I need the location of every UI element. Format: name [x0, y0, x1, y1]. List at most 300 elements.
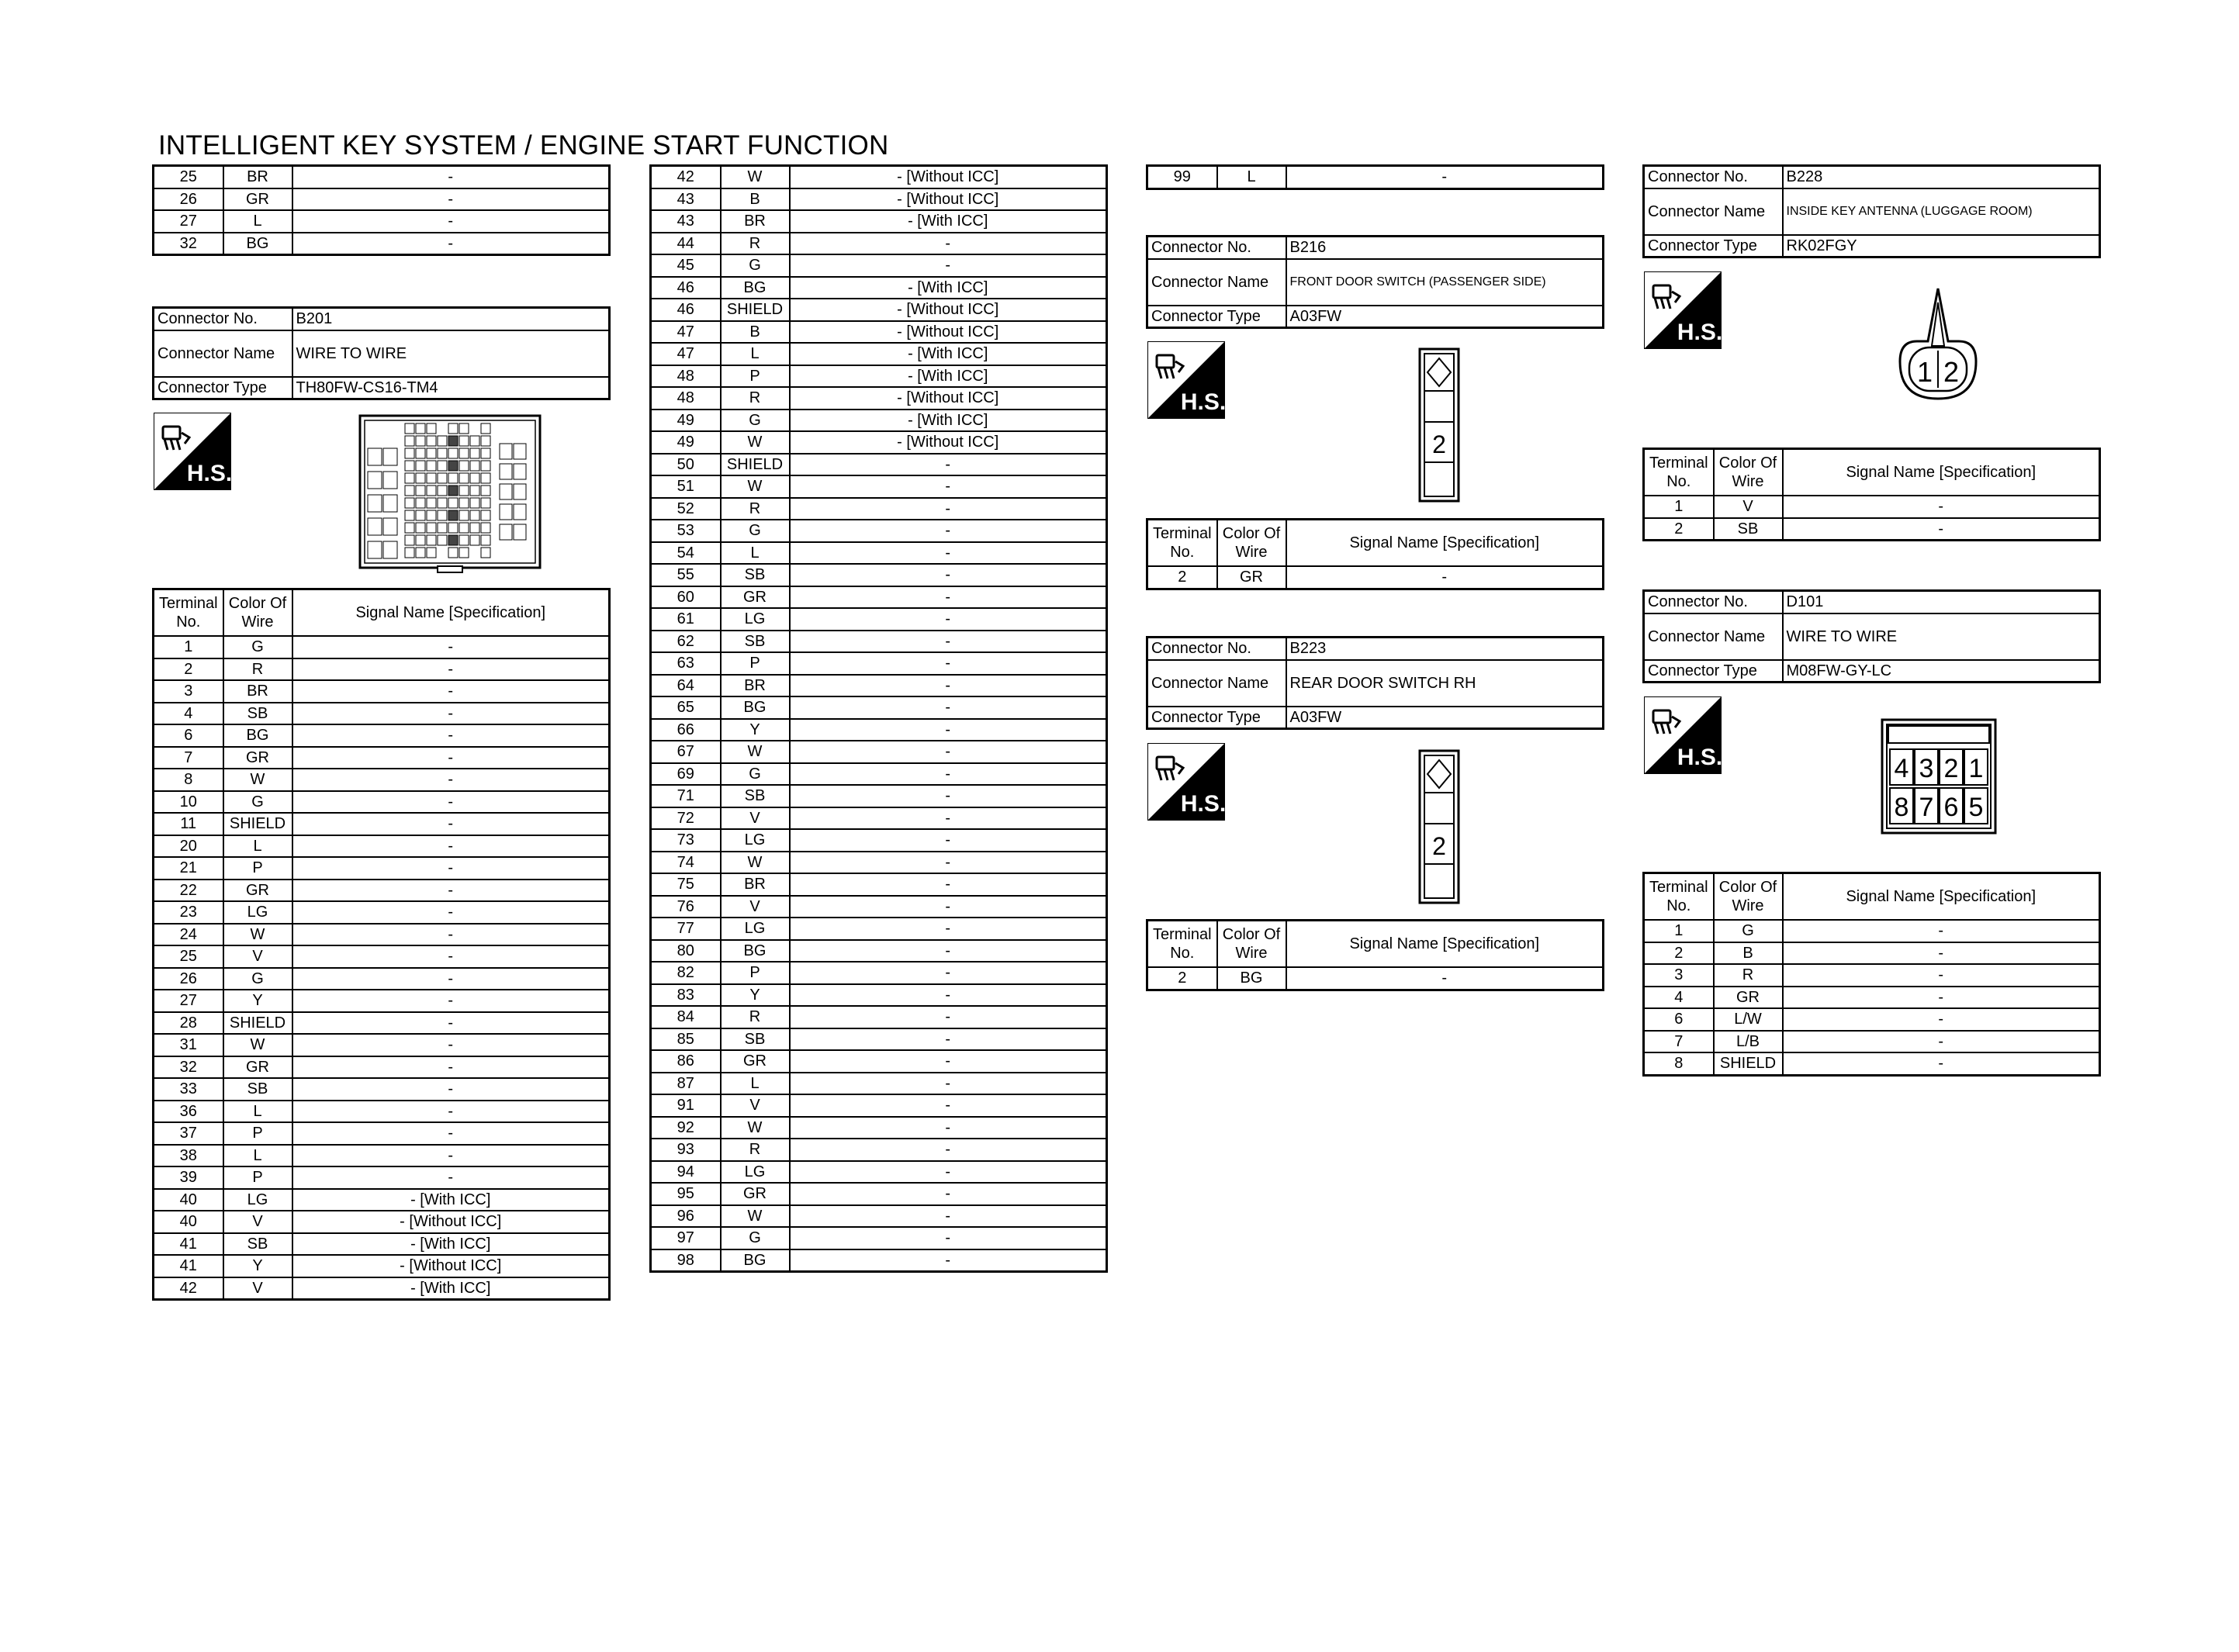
table-row — [1147, 166, 1604, 189]
wire-color: W — [223, 769, 292, 791]
signal-name: - — [292, 166, 610, 188]
signal-name: - — [292, 968, 610, 990]
terminal-no: 82 — [651, 962, 721, 984]
wire-color: BG — [1217, 967, 1286, 990]
harness-side-icon — [1644, 271, 1722, 349]
table-row — [651, 210, 1107, 233]
wire-color: SB — [721, 785, 790, 807]
signal-name: - — [790, 1139, 1107, 1161]
signal-name: - — [292, 835, 610, 858]
wire-color: LG — [721, 918, 790, 940]
table-row — [651, 763, 1107, 786]
hs-label: H.S. — [186, 461, 231, 486]
b201-info — [152, 306, 611, 400]
signal-name: - [Without ICC] — [292, 1211, 610, 1233]
signal-name: - — [790, 719, 1107, 741]
wire-color: L — [1217, 166, 1286, 189]
signal-name: - — [1286, 967, 1604, 990]
b223-terminal-table — [1146, 919, 1604, 991]
b201-cavity — [459, 436, 469, 446]
wire-color: LG — [721, 829, 790, 852]
table-row — [651, 321, 1107, 344]
signal-name: - [Without ICC] — [790, 299, 1107, 321]
signal-name: - — [292, 747, 610, 769]
signal-header: Signal Name [Specification] — [292, 589, 610, 637]
signal-name: - — [292, 1101, 610, 1123]
wire-color: P — [223, 857, 292, 880]
b201-connector-face — [357, 413, 543, 579]
d101-info — [1642, 589, 2101, 683]
terminal-no: 41 — [154, 1233, 223, 1256]
b201-cavity — [368, 448, 382, 465]
wire-color: LG — [223, 901, 292, 924]
b216-terminal-table-block — [1146, 518, 1604, 590]
wire-color: R — [721, 387, 790, 410]
table-row — [651, 1205, 1107, 1228]
b228-info — [1642, 164, 2101, 258]
connector-type-label: Connector Type — [1147, 707, 1286, 729]
wire-color: Y — [223, 990, 292, 1012]
signal-name: - — [790, 918, 1107, 940]
b228-connector-type: RK02FGY — [1783, 235, 2100, 257]
wire-color: BR — [721, 873, 790, 896]
harness-side-icon — [1147, 341, 1225, 419]
table-row — [1644, 987, 2100, 1009]
table-row — [651, 431, 1107, 454]
wire-color: B — [1714, 942, 1783, 965]
table-row — [651, 696, 1107, 719]
terminal-header: Terminal No. — [1644, 449, 1714, 496]
col1-top-table-block — [152, 164, 611, 256]
signal-name: - [With ICC] — [292, 1277, 610, 1300]
table-row — [651, 1094, 1107, 1117]
wire-color: GR — [721, 586, 790, 609]
b201-cavity — [405, 523, 414, 533]
signal-name: - — [292, 703, 610, 725]
table-row — [651, 233, 1107, 255]
table-row — [1644, 964, 2100, 987]
wire-color: L/B — [1714, 1031, 1783, 1053]
wire-color: R — [721, 1139, 790, 1161]
terminal-no: 4 — [1644, 987, 1714, 1009]
wire-color: BR — [223, 680, 292, 703]
d101-pin-label: 5 — [1968, 793, 1984, 822]
b201-cavity — [405, 473, 414, 483]
signal-name: - — [790, 1249, 1107, 1272]
terminal-no: 63 — [651, 652, 721, 675]
wire-color: LG — [223, 1189, 292, 1211]
terminal-no: 24 — [154, 924, 223, 946]
terminal-no: 61 — [651, 608, 721, 631]
terminal-no: 48 — [651, 387, 721, 410]
d101-terminal-table-block — [1642, 872, 2101, 1077]
signal-name: - — [790, 1050, 1107, 1073]
b201-cavity — [481, 535, 490, 545]
connector-name-label: Connector Name — [1644, 613, 1783, 660]
terminal-no: 28 — [154, 1012, 223, 1035]
terminal-no: 45 — [651, 254, 721, 277]
signal-name: - — [292, 1078, 610, 1101]
table-row — [651, 741, 1107, 763]
color-header: Color Of Wire — [1714, 873, 1783, 921]
table-row — [154, 747, 610, 769]
b201-cavity — [416, 535, 425, 545]
wire-color: R — [223, 658, 292, 681]
table-row — [154, 1122, 610, 1145]
signal-name: - — [790, 852, 1107, 874]
signal-name: - — [292, 680, 610, 703]
d101-pin-label: 2 — [1943, 754, 1959, 783]
d101-pin-label: 6 — [1943, 793, 1959, 822]
signal-name: - — [292, 1012, 610, 1035]
table-row — [651, 652, 1107, 675]
table-row — [154, 680, 610, 703]
terminal-no: 1 — [154, 636, 223, 658]
wire-color: W — [223, 1034, 292, 1056]
hs-label: H.S. — [1180, 791, 1225, 817]
b201-terminal-table — [152, 588, 611, 1301]
terminal-no: 10 — [154, 791, 223, 814]
wire-color: G — [223, 791, 292, 814]
signal-name: - — [790, 785, 1107, 807]
signal-name: - [Without ICC] — [292, 1255, 610, 1277]
table-row — [651, 675, 1107, 697]
col1-top-table — [152, 164, 611, 256]
b201-cavity — [427, 486, 436, 496]
signal-name: - — [292, 769, 610, 791]
b201-cavity — [405, 436, 414, 446]
b201-cavity — [459, 423, 469, 434]
table-row — [1644, 518, 2100, 541]
wire-color: BR — [721, 675, 790, 697]
terminal-no: 1 — [1644, 496, 1714, 518]
terminal-no: 11 — [154, 813, 223, 835]
b216-info — [1146, 235, 1604, 329]
b201-cavity — [514, 444, 526, 459]
b201-cavity — [438, 535, 447, 545]
b201-cavity — [416, 448, 425, 458]
wire-color: G — [223, 968, 292, 990]
table-row — [154, 1012, 610, 1035]
terminal-no: 6 — [154, 724, 223, 747]
table-row — [651, 343, 1107, 365]
signal-name: - — [292, 990, 610, 1012]
table-row — [154, 188, 610, 211]
wire-color: P — [223, 1122, 292, 1145]
b201-cavity — [448, 448, 458, 458]
b216-connector-face — [1418, 347, 1460, 506]
connector-no-label: Connector No. — [1147, 237, 1286, 259]
terminal-no: 25 — [154, 166, 223, 188]
b201-cavity — [459, 548, 469, 558]
wire-color: W — [721, 475, 790, 498]
terminal-no: 20 — [154, 835, 223, 858]
table-row — [651, 807, 1107, 830]
terminal-no: 48 — [651, 365, 721, 388]
signal-name: - — [1783, 1031, 2100, 1053]
signal-name: - — [790, 1183, 1107, 1205]
signal-name: - — [790, 763, 1107, 786]
signal-name: - — [292, 1166, 610, 1189]
b201-cavity — [470, 461, 479, 471]
terminal-no: 3 — [1644, 964, 1714, 987]
wire-color: BG — [721, 940, 790, 963]
wire-color: G — [223, 636, 292, 658]
wire-color: L — [721, 1073, 790, 1095]
b201-cavity — [459, 461, 469, 471]
b223-connector-face — [1418, 749, 1460, 908]
b228-connector-no: B228 — [1783, 166, 2100, 188]
connector-no-label: Connector No. — [1644, 591, 1783, 613]
hs-label: H.S. — [1677, 745, 1722, 770]
b201-cavity — [470, 448, 479, 458]
connector-name-label: Connector Name — [1147, 259, 1286, 306]
table-row — [1644, 920, 2100, 942]
b201-cavity — [500, 484, 512, 499]
b201-cavity — [459, 473, 469, 483]
terminal-no: 8 — [154, 769, 223, 791]
table-row — [651, 520, 1107, 542]
wire-color: GR — [1217, 566, 1286, 589]
signal-name: - [Without ICC] — [790, 166, 1107, 188]
wire-color: R — [721, 498, 790, 520]
b201-cavity — [514, 464, 526, 479]
b201-cavity — [448, 486, 458, 496]
table-row — [651, 896, 1107, 918]
table-row — [651, 387, 1107, 410]
terminal-header: Terminal No. — [1644, 873, 1714, 921]
connector-name-label: Connector Name — [154, 330, 292, 377]
table-row — [1644, 1031, 2100, 1053]
b201-cavity — [470, 510, 479, 520]
signal-name: - — [790, 1161, 1107, 1184]
b216-pin-label: 2 — [1432, 430, 1446, 458]
b201-cavity — [405, 486, 414, 496]
d101-pin-label: 3 — [1919, 754, 1934, 783]
table-row — [154, 1277, 610, 1300]
terminal-no: 77 — [651, 918, 721, 940]
table-row — [154, 835, 610, 858]
signal-name: - [With ICC] — [790, 365, 1107, 388]
b201-cavity — [416, 523, 425, 533]
terminal-no: 92 — [651, 1117, 721, 1139]
signal-name: - — [1783, 920, 2100, 942]
terminal-no: 41 — [154, 1255, 223, 1277]
terminal-no: 73 — [651, 829, 721, 852]
signal-name: - — [1286, 566, 1604, 589]
b201-cavity — [459, 498, 469, 508]
table-row — [651, 1050, 1107, 1073]
wire-color: GR — [721, 1050, 790, 1073]
b201-cavity — [427, 498, 436, 508]
wire-color: GR — [223, 747, 292, 769]
signal-name: - — [292, 724, 610, 747]
terminal-no: 40 — [154, 1189, 223, 1211]
b223-connector-type: A03FW — [1286, 707, 1604, 729]
b201-cavity — [514, 524, 526, 540]
terminal-no: 64 — [651, 675, 721, 697]
signal-name: - — [292, 791, 610, 814]
signal-name: - — [790, 475, 1107, 498]
b228-connector-face — [1895, 285, 1981, 406]
signal-name: - [Without ICC] — [790, 188, 1107, 211]
wire-color: W — [223, 924, 292, 946]
wire-color: G — [1714, 920, 1783, 942]
wire-color: GR — [721, 1183, 790, 1205]
terminal-no: 60 — [651, 586, 721, 609]
terminal-no: 43 — [651, 210, 721, 233]
signal-name: - — [292, 1056, 610, 1079]
terminal-no: 87 — [651, 1073, 721, 1095]
table-row — [154, 945, 610, 968]
terminal-no: 40 — [154, 1211, 223, 1233]
b201-cavity — [383, 518, 397, 535]
wire-color: V — [721, 807, 790, 830]
signal-name: - — [790, 675, 1107, 697]
wire-color: B — [721, 321, 790, 344]
signal-name: - — [790, 1205, 1107, 1228]
signal-name: - [With ICC] — [790, 210, 1107, 233]
signal-name: - — [790, 564, 1107, 586]
table-row — [651, 873, 1107, 896]
table-row — [651, 188, 1107, 211]
table-row — [1644, 1052, 2100, 1075]
signal-name: - — [292, 813, 610, 835]
table-row — [651, 166, 1107, 188]
wire-color: G — [721, 1227, 790, 1249]
wire-color: BG — [223, 233, 292, 255]
b223-pin-label: 2 — [1432, 832, 1446, 860]
terminal-no: 97 — [651, 1227, 721, 1249]
terminal-no: 69 — [651, 763, 721, 786]
signal-name: - — [292, 924, 610, 946]
connector-type-label: Connector Type — [1147, 306, 1286, 328]
wire-color: G — [721, 520, 790, 542]
terminal-no: 6 — [1644, 1008, 1714, 1031]
b201-cavity — [481, 498, 490, 508]
table-row — [651, 410, 1107, 432]
col3-top-table — [1146, 164, 1604, 190]
connector-no-label: Connector No. — [154, 308, 292, 330]
wire-color: BG — [721, 277, 790, 299]
b228-pin-1: 1 — [1916, 356, 1933, 388]
wire-color: SB — [1714, 518, 1783, 541]
terminal-no: 39 — [154, 1166, 223, 1189]
col2-table-block — [649, 164, 1108, 1273]
b201-cavity — [427, 523, 436, 533]
b201-terminal-table-block — [152, 588, 611, 1301]
b228-terminal-table — [1642, 448, 2101, 541]
terminal-no: 38 — [154, 1145, 223, 1167]
harness-side-icon — [154, 413, 231, 490]
terminal-no: 47 — [651, 321, 721, 344]
terminal-no: 26 — [154, 968, 223, 990]
table-row — [651, 829, 1107, 852]
wire-color: SB — [721, 1028, 790, 1051]
d101-connector-no: D101 — [1783, 591, 2100, 613]
signal-name: - — [292, 188, 610, 211]
table-row — [651, 542, 1107, 565]
terminal-no: 85 — [651, 1028, 721, 1051]
b201-cavity — [481, 423, 490, 434]
table-row — [651, 608, 1107, 631]
terminal-no: 32 — [154, 233, 223, 255]
b201-cavity — [427, 436, 436, 446]
terminal-no: 65 — [651, 696, 721, 719]
signal-name: - [Without ICC] — [790, 321, 1107, 344]
terminal-no: 83 — [651, 984, 721, 1007]
b201-cavity — [416, 498, 425, 508]
b201-cavity — [427, 423, 436, 434]
table-row — [651, 277, 1107, 299]
signal-name: - — [790, 873, 1107, 896]
b223-connector-name: REAR DOOR SWITCH RH — [1286, 660, 1604, 707]
table-row — [651, 984, 1107, 1007]
terminal-no: 21 — [154, 857, 223, 880]
signal-name: - — [790, 1094, 1107, 1117]
signal-header: Signal Name [Specification] — [1783, 449, 2100, 496]
signal-name: - — [790, 1117, 1107, 1139]
table-row — [651, 940, 1107, 963]
b201-cavity — [383, 495, 397, 512]
signal-name: - — [1783, 987, 2100, 1009]
terminal-header: Terminal No. — [1147, 921, 1217, 968]
table-row — [154, 791, 610, 814]
table-row — [651, 254, 1107, 277]
b201-cavity — [448, 461, 458, 471]
table-row — [651, 631, 1107, 653]
d101-connector-face — [1881, 718, 1997, 838]
signal-name: - — [790, 984, 1107, 1007]
b201-cavity — [438, 486, 447, 496]
table-row — [651, 1183, 1107, 1205]
table-row — [651, 1028, 1107, 1051]
wire-color: V — [721, 1094, 790, 1117]
wire-color: Y — [721, 719, 790, 741]
table-row — [154, 1078, 610, 1101]
table-row — [154, 813, 610, 835]
connector-type-label: Connector Type — [154, 377, 292, 399]
signal-name: - — [790, 608, 1107, 631]
terminal-no: 46 — [651, 277, 721, 299]
table-row — [651, 962, 1107, 984]
wire-color: BG — [721, 1249, 790, 1272]
table-row — [651, 719, 1107, 741]
signal-name: - — [790, 696, 1107, 719]
terminal-no: 76 — [651, 896, 721, 918]
signal-name: - — [292, 945, 610, 968]
color-header: Color Of Wire — [1217, 520, 1286, 567]
wire-color: W — [721, 1205, 790, 1228]
d101-terminal-table — [1642, 872, 2101, 1077]
wire-color: P — [223, 1166, 292, 1189]
connector-no-label: Connector No. — [1147, 638, 1286, 660]
terminal-no: 36 — [154, 1101, 223, 1123]
terminal-no: 62 — [651, 631, 721, 653]
wire-color: W — [721, 431, 790, 454]
b201-cavity — [405, 535, 414, 545]
signal-name: - — [292, 233, 610, 255]
table-row — [154, 233, 610, 255]
wire-color: BR — [223, 166, 292, 188]
terminal-no: 49 — [651, 431, 721, 454]
terminal-no: 31 — [154, 1034, 223, 1056]
signal-name: - — [790, 520, 1107, 542]
b201-cavity — [481, 473, 490, 483]
terminal-no: 2 — [1147, 967, 1217, 990]
wire-color: V — [223, 1211, 292, 1233]
hs-label: H.S. — [1677, 320, 1722, 345]
